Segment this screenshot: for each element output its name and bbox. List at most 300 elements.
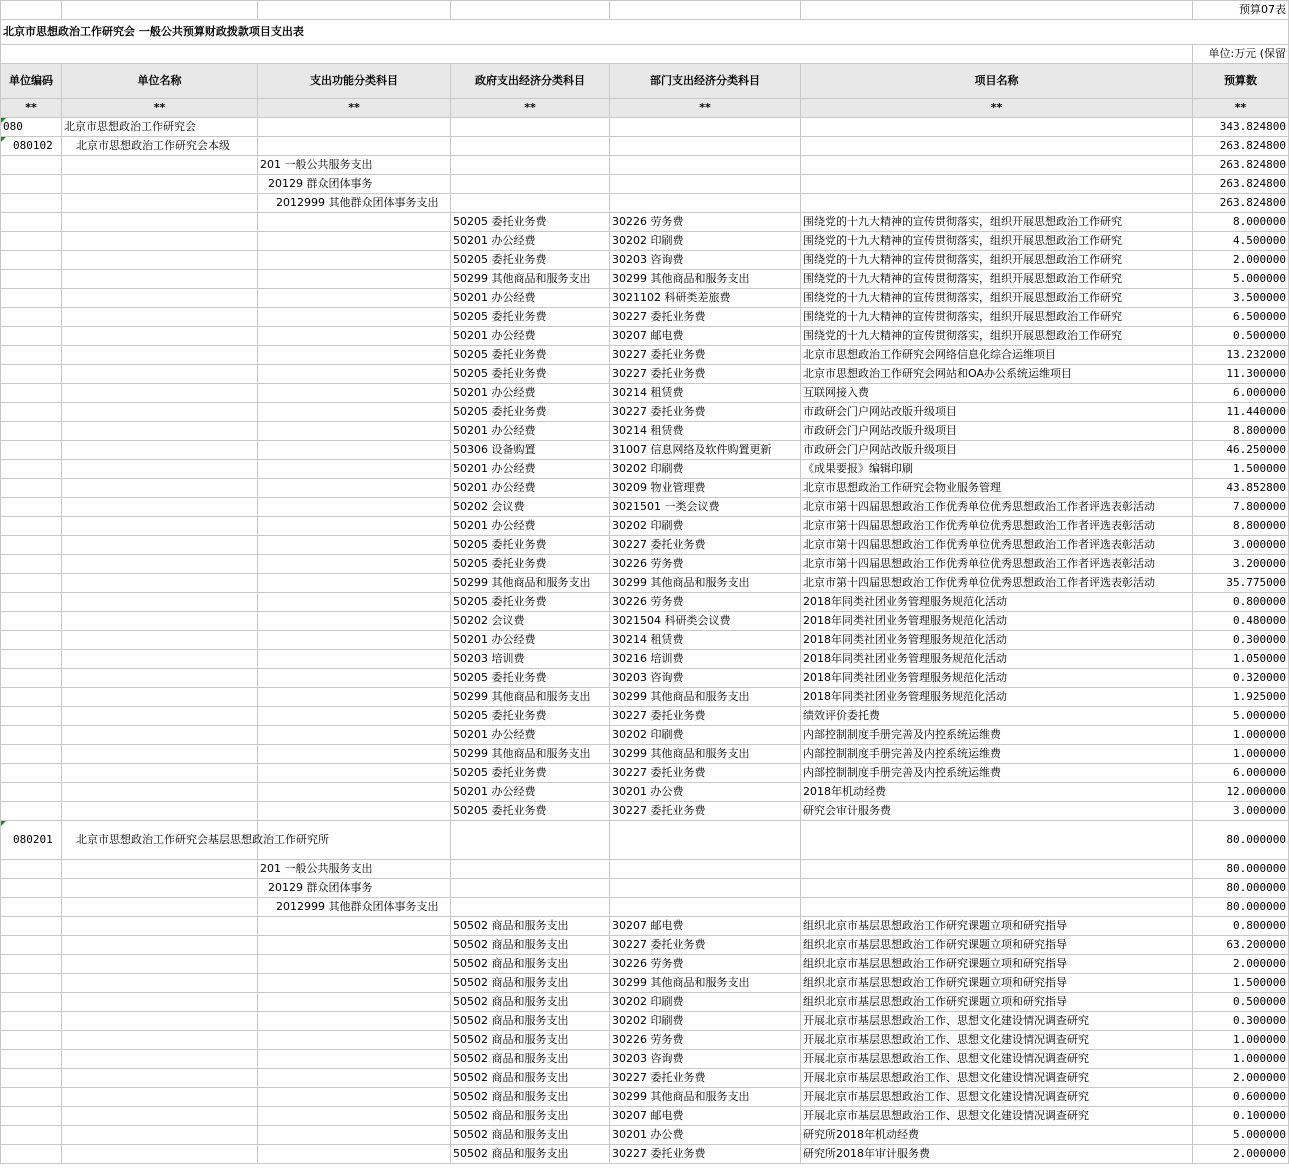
cell-unit-code[interactable]	[1, 745, 62, 764]
cell-dept-econ[interactable]: 30227 委托业务费	[610, 936, 801, 955]
cell-unit-code[interactable]	[1, 175, 62, 194]
cell-unit-name[interactable]	[62, 574, 258, 593]
cell-amount[interactable]: 343.824800	[1193, 118, 1289, 137]
star-cell[interactable]: **	[1193, 99, 1289, 118]
cell-amount[interactable]: 80.000000	[1193, 860, 1289, 879]
cell-amount[interactable]: 5.000000	[1193, 270, 1289, 289]
cell-amount[interactable]: 80.000000	[1193, 879, 1289, 898]
cell-unit-code[interactable]	[1, 1012, 62, 1031]
star-cell[interactable]: **	[610, 99, 801, 118]
cell-unit-name[interactable]	[62, 802, 258, 821]
cell-gov-econ[interactable]	[451, 175, 610, 194]
cell-gov-econ[interactable]: 50201 办公经费	[451, 384, 610, 403]
cell-dept-econ[interactable]: 30227 委托业务费	[610, 802, 801, 821]
cell-unit-code[interactable]	[1, 403, 62, 422]
cell-unit-name[interactable]	[62, 955, 258, 974]
cell-unit-name[interactable]	[62, 1050, 258, 1069]
cell-unit-name[interactable]	[62, 384, 258, 403]
cell-func-class[interactable]: 2012999 其他群众团体事务支出	[258, 194, 451, 213]
cell-unit-code[interactable]	[1, 1107, 62, 1126]
cell-project[interactable]: 开展北京市基层思想政治工作、思想文化建设情况调查研究	[801, 1088, 1193, 1107]
star-cell[interactable]: **	[1, 99, 62, 118]
cell-gov-econ[interactable]: 50205 委托业务费	[451, 593, 610, 612]
cell-unit-code[interactable]	[1, 308, 62, 327]
cell-unit-code[interactable]	[1, 289, 62, 308]
cell-project[interactable]: 内部控制制度手册完善及内控系统运维费	[801, 726, 1193, 745]
cell-gov-econ[interactable]	[451, 156, 610, 175]
cell-func-class[interactable]	[258, 574, 451, 593]
cell-dept-econ[interactable]: 30227 委托业务费	[610, 1145, 801, 1164]
cell-func-class[interactable]	[258, 745, 451, 764]
cell-gov-econ[interactable]: 50201 办公经费	[451, 460, 610, 479]
cell-unit-name[interactable]	[62, 1069, 258, 1088]
cell-project[interactable]	[801, 898, 1193, 917]
cell-dept-econ[interactable]: 30202 印刷费	[610, 993, 801, 1012]
cell-unit-code[interactable]	[1, 593, 62, 612]
unit-note[interactable]: 单位:万元 (保留	[1193, 45, 1289, 64]
cell-amount[interactable]: 0.500000	[1193, 327, 1289, 346]
cell-project[interactable]: 围绕党的十九大精神的宣传贯彻落实，组织开展思想政治工作研究	[801, 232, 1193, 251]
cell-unit-name[interactable]	[62, 403, 258, 422]
cell-func-class[interactable]	[258, 669, 451, 688]
cell-dept-econ[interactable]	[610, 860, 801, 879]
cell-dept-econ[interactable]: 30209 物业管理费	[610, 479, 801, 498]
cell-amount[interactable]: 1.500000	[1193, 974, 1289, 993]
cell-func-class[interactable]	[258, 137, 451, 156]
cell-gov-econ[interactable]: 50205 委托业务费	[451, 764, 610, 783]
cell-unit-code[interactable]: 080	[1, 118, 62, 137]
cell-func-class[interactable]	[258, 650, 451, 669]
cell-unit-name[interactable]	[62, 879, 258, 898]
cell-dept-econ[interactable]: 3021504 科研类会议费	[610, 612, 801, 631]
cell-dept-econ[interactable]: 30202 印刷费	[610, 232, 801, 251]
cell-project[interactable]: 内部控制制度手册完善及内控系统运维费	[801, 745, 1193, 764]
cell-unit-code[interactable]	[1, 1145, 62, 1164]
cell-project[interactable]: 绩效评价委托费	[801, 707, 1193, 726]
cell-project[interactable]: 围绕党的十九大精神的宣传贯彻落实，组织开展思想政治工作研究	[801, 308, 1193, 327]
cell-unit-name[interactable]	[62, 555, 258, 574]
cell-func-class[interactable]	[258, 783, 451, 802]
cell-func-class[interactable]	[258, 707, 451, 726]
cell-dept-econ[interactable]: 30227 委托业务费	[610, 536, 801, 555]
cell-project[interactable]: 市政研会门户网站改版升级项目	[801, 403, 1193, 422]
cell-gov-econ[interactable]: 50205 委托业务费	[451, 403, 610, 422]
cell-gov-econ[interactable]: 50502 商品和服务支出	[451, 936, 610, 955]
cell-dept-econ[interactable]: 30299 其他商品和服务支出	[610, 974, 801, 993]
cell-dept-econ[interactable]: 30226 劳务费	[610, 555, 801, 574]
cell-func-class[interactable]	[258, 593, 451, 612]
cell-amount[interactable]: 6.000000	[1193, 764, 1289, 783]
header-func-class[interactable]: 支出功能分类科目	[258, 64, 451, 99]
cell-project[interactable]: 围绕党的十九大精神的宣传贯彻落实，组织开展思想政治工作研究	[801, 213, 1193, 232]
cell-project[interactable]	[801, 175, 1193, 194]
cell-unit-code[interactable]	[1, 555, 62, 574]
cell-dept-econ[interactable]: 30226 劳务费	[610, 1031, 801, 1050]
cell-amount[interactable]: 7.800000	[1193, 498, 1289, 517]
cell-unit-name[interactable]	[62, 860, 258, 879]
cell-gov-econ[interactable]: 50502 商品和服务支出	[451, 1126, 610, 1145]
cell-project[interactable]: 研究会审计服务费	[801, 802, 1193, 821]
cell-gov-econ[interactable]: 50205 委托业务费	[451, 213, 610, 232]
cell-unit-name[interactable]	[62, 498, 258, 517]
cell-unit-name[interactable]	[62, 536, 258, 555]
cell-dept-econ[interactable]: 30299 其他商品和服务支出	[610, 1088, 801, 1107]
cell-unit-name[interactable]	[62, 1107, 258, 1126]
cell-unit-code[interactable]	[1, 460, 62, 479]
cell-gov-econ[interactable]: 50205 委托业务费	[451, 251, 610, 270]
cell-gov-econ[interactable]: 50201 办公经费	[451, 232, 610, 251]
cell-project[interactable]: 开展北京市基层思想政治工作、思想文化建设情况调查研究	[801, 1031, 1193, 1050]
cell-amount[interactable]: 0.100000	[1193, 1107, 1289, 1126]
cell-amount[interactable]: 5.000000	[1193, 707, 1289, 726]
cell-unit-code[interactable]	[1, 251, 62, 270]
cell-unit-name[interactable]	[62, 251, 258, 270]
cell-unit-code[interactable]	[1, 1050, 62, 1069]
cell-unit-name[interactable]: 北京市思想政治工作研究会	[62, 118, 258, 137]
cell-gov-econ[interactable]: 50205 委托业务费	[451, 346, 610, 365]
cell-amount[interactable]: 0.480000	[1193, 612, 1289, 631]
cell-unit-name[interactable]	[62, 993, 258, 1012]
cell-func-class[interactable]	[258, 213, 451, 232]
cell-project[interactable]: 市政研会门户网站改版升级项目	[801, 441, 1193, 460]
cell-dept-econ[interactable]	[610, 175, 801, 194]
star-cell[interactable]: **	[801, 99, 1193, 118]
cell-project[interactable]	[801, 156, 1193, 175]
cell-project[interactable]: 2018年同类社团业务管理服务规范化活动	[801, 688, 1193, 707]
cell-unit-name[interactable]	[62, 308, 258, 327]
cell-project[interactable]: 北京市第十四届思想政治工作优秀单位优秀思想政治工作者评选表彰活动	[801, 555, 1193, 574]
header-amount[interactable]: 预算数	[1193, 64, 1289, 99]
cell-amount[interactable]: 43.852800	[1193, 479, 1289, 498]
cell-unit-code[interactable]	[1, 1031, 62, 1050]
cell-func-class[interactable]	[258, 764, 451, 783]
cell-func-class[interactable]: 201 一般公共服务支出	[258, 860, 451, 879]
cell-project[interactable]: 研究所2018年审计服务费	[801, 1145, 1193, 1164]
cell-unit-name[interactable]	[62, 232, 258, 251]
cell-unit-name[interactable]: 北京市思想政治工作研究会基层思想政治工作研究所	[62, 821, 258, 860]
cell-amount[interactable]: 2.000000	[1193, 251, 1289, 270]
cell-dept-econ[interactable]: 30226 劳务费	[610, 955, 801, 974]
cell-unit-code[interactable]	[1, 479, 62, 498]
cell-project[interactable]: 2018年同类社团业务管理服务规范化活动	[801, 612, 1193, 631]
cell-func-class[interactable]	[258, 555, 451, 574]
cell-func-class[interactable]	[258, 365, 451, 384]
cell-unit-name[interactable]	[62, 365, 258, 384]
cell-unit-name[interactable]	[62, 479, 258, 498]
cell-unit-code[interactable]	[1, 650, 62, 669]
cell-dept-econ[interactable]: 30203 咨询费	[610, 251, 801, 270]
cell-gov-econ[interactable]: 50201 办公经费	[451, 479, 610, 498]
cell-gov-econ[interactable]: 50205 委托业务费	[451, 802, 610, 821]
cell-amount[interactable]: 12.000000	[1193, 783, 1289, 802]
cell-unit-name[interactable]	[62, 612, 258, 631]
cell-gov-econ[interactable]: 50205 委托业务费	[451, 308, 610, 327]
cell-project[interactable]: 研究所2018年机动经费	[801, 1126, 1193, 1145]
cell-gov-econ[interactable]: 50201 办公经费	[451, 422, 610, 441]
cell-dept-econ[interactable]: 30299 其他商品和服务支出	[610, 270, 801, 289]
cell-unit-code[interactable]: 080201	[1, 821, 62, 860]
cell-project[interactable]: 北京市思想政治工作研究会物业服务管理	[801, 479, 1193, 498]
cell-amount[interactable]: 0.320000	[1193, 669, 1289, 688]
cell-project[interactable]: 围绕党的十九大精神的宣传贯彻落实，组织开展思想政治工作研究	[801, 270, 1193, 289]
cell-dept-econ[interactable]: 30226 劳务费	[610, 213, 801, 232]
cell-unit-name[interactable]	[62, 917, 258, 936]
cell-gov-econ[interactable]: 50502 商品和服务支出	[451, 1088, 610, 1107]
cell-func-class[interactable]	[258, 327, 451, 346]
cell-func-class[interactable]	[258, 232, 451, 251]
cell-func-class[interactable]	[258, 726, 451, 745]
cell-func-class[interactable]	[258, 1126, 451, 1145]
cell-unit-code[interactable]	[1, 917, 62, 936]
cell-func-class[interactable]	[258, 1088, 451, 1107]
cell-func-class[interactable]	[258, 118, 451, 137]
cell-project[interactable]: 组织北京市基层思想政治工作研究课题立项和研究指导	[801, 917, 1193, 936]
cell-project[interactable]: 组织北京市基层思想政治工作研究课题立项和研究指导	[801, 936, 1193, 955]
cell-project[interactable]: 北京市思想政治工作研究会网络信息化综合运维项目	[801, 346, 1193, 365]
cell-dept-econ[interactable]: 30202 印刷费	[610, 1012, 801, 1031]
cell-unit-name[interactable]	[62, 517, 258, 536]
cell-func-class[interactable]	[258, 955, 451, 974]
cell-func-class[interactable]	[258, 479, 451, 498]
cell-amount[interactable]: 2.000000	[1193, 955, 1289, 974]
cell-gov-econ[interactable]: 50205 委托业务费	[451, 669, 610, 688]
cell-amount[interactable]: 3.000000	[1193, 802, 1289, 821]
cell-amount[interactable]: 35.775000	[1193, 574, 1289, 593]
cell-project[interactable]	[801, 860, 1193, 879]
cell-dept-econ[interactable]	[610, 898, 801, 917]
cell-func-class[interactable]	[258, 384, 451, 403]
cell-dept-econ[interactable]: 30227 委托业务费	[610, 764, 801, 783]
cell-gov-econ[interactable]	[451, 879, 610, 898]
cell-unit-name[interactable]	[62, 289, 258, 308]
cell-gov-econ[interactable]: 50299 其他商品和服务支出	[451, 745, 610, 764]
cell-project[interactable]: 组织北京市基层思想政治工作研究课题立项和研究指导	[801, 993, 1193, 1012]
cell-func-class[interactable]	[258, 688, 451, 707]
cell-unit-code[interactable]	[1, 707, 62, 726]
cell-gov-econ[interactable]: 50201 办公经费	[451, 327, 610, 346]
cell-project[interactable]: 2018年同类社团业务管理服务规范化活动	[801, 593, 1193, 612]
cell-amount[interactable]: 0.600000	[1193, 1088, 1289, 1107]
cell-unit-name[interactable]	[62, 460, 258, 479]
cell-project[interactable]: 北京市第十四届思想政治工作优秀单位优秀思想政治工作者评选表彰活动	[801, 574, 1193, 593]
cell-project[interactable]: 围绕党的十九大精神的宣传贯彻落实，组织开展思想政治工作研究	[801, 327, 1193, 346]
cell-func-class[interactable]	[258, 631, 451, 650]
cell-func-class[interactable]	[258, 270, 451, 289]
cell-unit-name[interactable]	[62, 156, 258, 175]
cell-unit-name[interactable]	[62, 270, 258, 289]
cell-dept-econ[interactable]: 30227 委托业务费	[610, 308, 801, 327]
cell-unit-code[interactable]	[1, 612, 62, 631]
cell-gov-econ[interactable]	[451, 194, 610, 213]
cell-func-class[interactable]	[258, 346, 451, 365]
cell-func-class[interactable]	[258, 308, 451, 327]
cell-dept-econ[interactable]: 30207 邮电费	[610, 327, 801, 346]
cell-gov-econ[interactable]: 50202 会议费	[451, 612, 610, 631]
cell-unit-code[interactable]	[1, 726, 62, 745]
cell-unit-name[interactable]	[62, 1031, 258, 1050]
cell-dept-econ[interactable]: 30299 其他商品和服务支出	[610, 745, 801, 764]
cell-amount[interactable]: 1.925000	[1193, 688, 1289, 707]
cell-dept-econ[interactable]: 30201 办公费	[610, 783, 801, 802]
cell-unit-name[interactable]	[62, 441, 258, 460]
cell-gov-econ[interactable]: 50205 委托业务费	[451, 365, 610, 384]
cell-unit-code[interactable]	[1, 327, 62, 346]
cell-dept-econ[interactable]: 3021501 一类会议费	[610, 498, 801, 517]
cell-func-class[interactable]	[258, 536, 451, 555]
cell-amount[interactable]: 8.000000	[1193, 213, 1289, 232]
cell-dept-econ[interactable]: 30202 印刷费	[610, 726, 801, 745]
header-unit-code[interactable]: 单位编码	[1, 64, 62, 99]
cell-unit-name[interactable]	[62, 327, 258, 346]
cell-gov-econ[interactable]: 50203 培训费	[451, 650, 610, 669]
cell-dept-econ[interactable]	[610, 156, 801, 175]
cell-func-class[interactable]	[258, 460, 451, 479]
cell-unit-name[interactable]	[62, 346, 258, 365]
cell-gov-econ[interactable]: 50502 商品和服务支出	[451, 917, 610, 936]
cell-amount[interactable]: 11.300000	[1193, 365, 1289, 384]
cell-project[interactable]: 北京市第十四届思想政治工作优秀单位优秀思想政治工作者评选表彰活动	[801, 517, 1193, 536]
cell-gov-econ[interactable]: 50502 商品和服务支出	[451, 955, 610, 974]
cell-gov-econ[interactable]	[451, 860, 610, 879]
cell-unit-name[interactable]	[62, 783, 258, 802]
cell-gov-econ[interactable]: 50299 其他商品和服务支出	[451, 270, 610, 289]
cell-dept-econ[interactable]: 30207 邮电费	[610, 1107, 801, 1126]
cell-amount[interactable]: 11.440000	[1193, 403, 1289, 422]
cell-gov-econ[interactable]: 50201 办公经费	[451, 289, 610, 308]
cell-amount[interactable]: 1.000000	[1193, 726, 1289, 745]
sheet-title[interactable]: 北京市思想政治工作研究会 一般公共预算财政拨款项目支出表	[1, 20, 1289, 45]
cell-unit-code[interactable]	[1, 879, 62, 898]
cell-gov-econ[interactable]: 50502 商品和服务支出	[451, 1107, 610, 1126]
cell-unit-name[interactable]	[62, 422, 258, 441]
cell-func-class[interactable]	[258, 802, 451, 821]
cell-project[interactable]: 围绕党的十九大精神的宣传贯彻落实，组织开展思想政治工作研究	[801, 251, 1193, 270]
cell-unit-name[interactable]: 北京市思想政治工作研究会本级	[62, 137, 258, 156]
cell-unit-code[interactable]	[1, 688, 62, 707]
cell-unit-code[interactable]	[1, 498, 62, 517]
cell-unit-name[interactable]	[62, 1145, 258, 1164]
cell-unit-name[interactable]	[62, 1012, 258, 1031]
cell-amount[interactable]: 5.000000	[1193, 1126, 1289, 1145]
cell-unit-name[interactable]	[62, 1088, 258, 1107]
cell-dept-econ[interactable]: 30227 委托业务费	[610, 707, 801, 726]
cell-unit-name[interactable]	[62, 1126, 258, 1145]
cell-gov-econ[interactable]: 50201 办公经费	[451, 783, 610, 802]
cell-func-class[interactable]	[258, 289, 451, 308]
header-project[interactable]: 项目名称	[801, 64, 1193, 99]
cell-amount[interactable]: 6.000000	[1193, 384, 1289, 403]
cell-project[interactable]: 互联网接入费	[801, 384, 1193, 403]
cell-unit-name[interactable]	[62, 593, 258, 612]
cell-unit-name[interactable]	[62, 688, 258, 707]
cell-gov-econ[interactable]	[451, 898, 610, 917]
cell-project[interactable]: 内部控制制度手册完善及内控系统运维费	[801, 764, 1193, 783]
cell-amount[interactable]: 263.824800	[1193, 156, 1289, 175]
cell-unit-code[interactable]	[1, 955, 62, 974]
cell-project[interactable]: 北京市思想政治工作研究会网站和OA办公系统运维项目	[801, 365, 1193, 384]
cell-dept-econ[interactable]: 30227 委托业务费	[610, 346, 801, 365]
cell-unit-name[interactable]	[62, 726, 258, 745]
cell-gov-econ[interactable]: 50502 商品和服务支出	[451, 1012, 610, 1031]
star-cell[interactable]: **	[62, 99, 258, 118]
cell-unit-name[interactable]	[62, 631, 258, 650]
cell-unit-name[interactable]	[62, 650, 258, 669]
cell-gov-econ[interactable]: 50205 委托业务费	[451, 536, 610, 555]
cell-unit-name[interactable]	[62, 764, 258, 783]
cell-amount[interactable]: 0.800000	[1193, 917, 1289, 936]
cell-unit-name[interactable]	[62, 707, 258, 726]
cell-project[interactable]: 2018年机动经费	[801, 783, 1193, 802]
cell-project[interactable]: 北京市第十四届思想政治工作优秀单位优秀思想政治工作者评选表彰活动	[801, 536, 1193, 555]
cell-dept-econ[interactable]: 30214 租赁费	[610, 422, 801, 441]
cell-unit-code[interactable]	[1, 365, 62, 384]
cell-dept-econ[interactable]: 30202 印刷费	[610, 517, 801, 536]
cell-dept-econ[interactable]: 30227 委托业务费	[610, 365, 801, 384]
cell-func-class[interactable]	[258, 1050, 451, 1069]
cell-dept-econ[interactable]: 30299 其他商品和服务支出	[610, 574, 801, 593]
cell-func-class[interactable]: 2012999 其他群众团体事务支出	[258, 898, 451, 917]
cell-dept-econ[interactable]: 31007 信息网络及软件购置更新	[610, 441, 801, 460]
cell-func-class[interactable]: 20129 群众团体事务	[258, 879, 451, 898]
cell-project[interactable]	[801, 821, 1193, 860]
cell-func-class[interactable]	[258, 993, 451, 1012]
cell-func-class[interactable]	[258, 917, 451, 936]
cell-func-class[interactable]	[258, 1069, 451, 1088]
cell-dept-econ[interactable]: 30203 咨询费	[610, 1050, 801, 1069]
cell-func-class[interactable]	[258, 612, 451, 631]
cell-gov-econ[interactable]: 50205 委托业务费	[451, 555, 610, 574]
table-label[interactable]: 预算07表	[1193, 1, 1289, 20]
cell-amount[interactable]: 0.300000	[1193, 1012, 1289, 1031]
cell-amount[interactable]: 63.200000	[1193, 936, 1289, 955]
cell-amount[interactable]: 8.800000	[1193, 517, 1289, 536]
cell-amount[interactable]: 1.000000	[1193, 1031, 1289, 1050]
header-unit-name[interactable]: 单位名称	[62, 64, 258, 99]
cell-amount[interactable]: 1.050000	[1193, 650, 1289, 669]
cell-dept-econ[interactable]: 3021102 科研类差旅费	[610, 289, 801, 308]
cell-project[interactable]: 围绕党的十九大精神的宣传贯彻落实，组织开展思想政治工作研究	[801, 289, 1193, 308]
cell-unit-code[interactable]	[1, 936, 62, 955]
cell-amount[interactable]: 46.250000	[1193, 441, 1289, 460]
header-dept-econ[interactable]: 部门支出经济分类科目	[610, 64, 801, 99]
cell-project[interactable]: 2018年同类社团业务管理服务规范化活动	[801, 669, 1193, 688]
cell-func-class[interactable]	[258, 517, 451, 536]
cell-project[interactable]: 开展北京市基层思想政治工作、思想文化建设情况调查研究	[801, 1107, 1193, 1126]
cell-amount[interactable]: 263.824800	[1193, 137, 1289, 156]
cell-project[interactable]	[801, 137, 1193, 156]
cell-unit-code[interactable]	[1, 993, 62, 1012]
cell-unit-code[interactable]	[1, 422, 62, 441]
cell-dept-econ[interactable]: 30216 培训费	[610, 650, 801, 669]
cell-dept-econ[interactable]: 30202 印刷费	[610, 460, 801, 479]
cell-gov-econ[interactable]: 50502 商品和服务支出	[451, 1050, 610, 1069]
cell-unit-code[interactable]	[1, 764, 62, 783]
cell-unit-code[interactable]	[1, 156, 62, 175]
cell-amount[interactable]: 263.824800	[1193, 175, 1289, 194]
cell-dept-econ[interactable]: 30203 咨询费	[610, 669, 801, 688]
cell-unit-code[interactable]	[1, 1088, 62, 1107]
cell-amount[interactable]: 80.000000	[1193, 898, 1289, 917]
cell-amount[interactable]: 3.500000	[1193, 289, 1289, 308]
cell-func-class[interactable]	[258, 1031, 451, 1050]
cell-dept-econ[interactable]	[610, 118, 801, 137]
cell-unit-name[interactable]	[62, 974, 258, 993]
cell-project[interactable]: 组织北京市基层思想政治工作研究课题立项和研究指导	[801, 974, 1193, 993]
cell-amount[interactable]: 2.000000	[1193, 1069, 1289, 1088]
cell-project[interactable]: 2018年同类社团业务管理服务规范化活动	[801, 650, 1193, 669]
cell-unit-code[interactable]	[1, 346, 62, 365]
cell-dept-econ[interactable]: 30227 委托业务费	[610, 403, 801, 422]
